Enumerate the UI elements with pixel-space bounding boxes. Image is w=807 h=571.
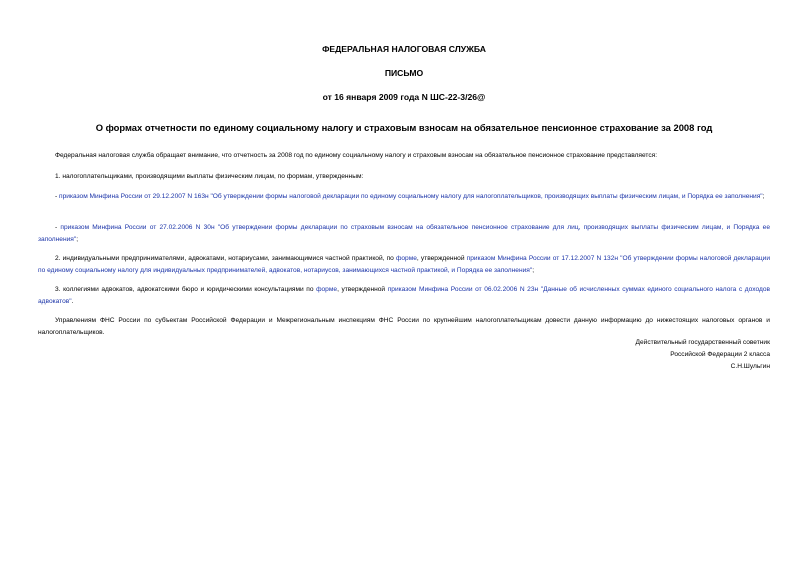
item-2-text: 2. индивидуальными предпринимателями, адвокатами, нотариусами, занимающимися частной практикой, по (55, 255, 396, 262)
item-1: 1. налогоплательщиками, производящими выплаты физическим лицам, по формам, утвержденным: (55, 173, 364, 180)
doc-date: от 16 января 2009 года N ШС-22-3/26@ (322, 92, 486, 102)
item-1a (38, 191, 770, 203)
item-3-mid: , утвержденной (337, 286, 388, 293)
doc-subject: О формах отчетности по единому социальному налогу и страховым взносам на обязательное пенсионное страхование за 2008 год (95, 122, 713, 133)
signer-rank: Действительный государственный советник (635, 339, 770, 346)
signature-block (636, 337, 770, 373)
item-2-form-link[interactable]: форме (395, 255, 417, 262)
item-3-suffix: . (71, 298, 74, 305)
order-163n-link[interactable]: приказом Минфина России от 29.12.2007 N 163н "Об утверждении формы налоговой декларации по единому социальному налогу для налогоплательщиков, производящих выплаты физическим лицам, и Порядка ее заполнения" (59, 193, 763, 200)
order-23n-link[interactable]: приказом Минфина России от 06.02.2006 N 23н "Данные об исчисленных суммах единого социального налога с доходов адвокатов" (38, 286, 770, 305)
order-132n-link[interactable]: приказом Минфина России от 17.12.2007 N 132н "Об утверждении формы налоговой декларации по единому социальному налогу для индивидуальных предпринимателей, адвокатов, нотариусов, занимающихся частной практикой, и Порядка ее заполнения" (38, 255, 771, 274)
item-2-suffix: ; (532, 267, 535, 274)
item-1b (38, 222, 770, 246)
closing-paragraph: Управлениям ФНС России по субъектам Российской Федерации и Межрегиональным инспекциям ФНС России по крупнейшим налогоплательщикам довести данную информацию до нижестоящих налоговых органов и налогоплательщиков. (38, 317, 770, 336)
item-1a-prefix: - (55, 193, 60, 200)
item-2 (38, 253, 770, 277)
item-3-form-link[interactable]: форме (316, 286, 338, 293)
item-1b-suffix: ; (76, 236, 79, 243)
signer-class: Российской Федерации 2 класса (670, 351, 770, 358)
order-30n-link[interactable]: приказом Минфина России от 27.02.2006 N 30н "Об утверждении формы декларации по страховым взносам на обязательное пенсионное страхование для лиц, производящих выплаты физическим лицам, и Порядка ее заполнения" (38, 224, 770, 243)
intro-paragraph: Федеральная налоговая служба обращает внимание, что отчетность за 2008 год по единому социальному налогу и страховым взносам на обязательное пенсионное страхование представляется: (55, 152, 658, 159)
agency-title: ФЕДЕРАЛЬНАЯ НАЛОГОВАЯ СЛУЖБА (322, 44, 486, 54)
item-1a-suffix: ; (762, 193, 765, 200)
doc-type: ПИСЬМО (384, 68, 424, 78)
item-1b-prefix: - (55, 224, 61, 231)
item-2-mid: , утвержденной (416, 255, 467, 262)
signer-name: С.Н.Шульгин (730, 363, 770, 370)
item-3-text: 3. коллегиями адвокатов, адвокатскими бюро и юридическими консультациями по (55, 286, 317, 293)
item-3 (38, 284, 770, 308)
